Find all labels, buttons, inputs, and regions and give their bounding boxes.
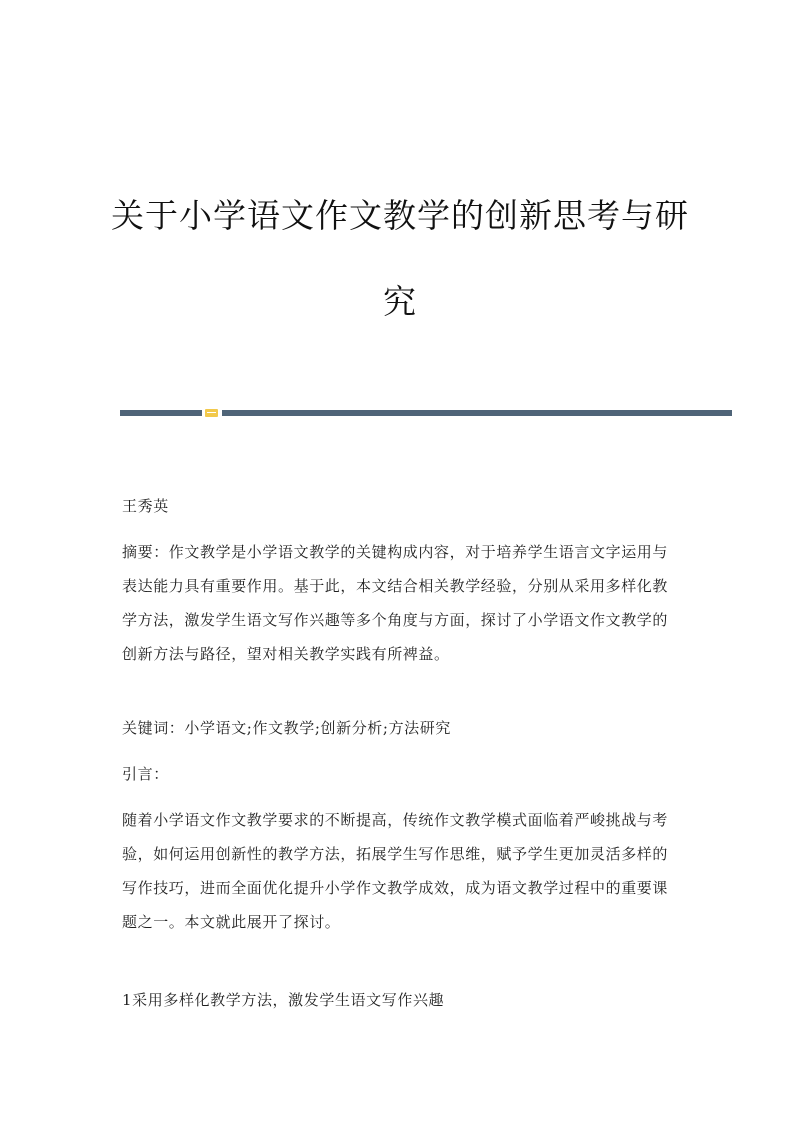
author-name: 王秀英 bbox=[122, 497, 169, 515]
divider-ornament-icon bbox=[205, 409, 218, 417]
abstract-paragraph: 摘要：作文教学是小学语文教学的关键构成内容，对于培养学生语言文字运用与表达能力具有重要作用。基于此，本文结合相关教学经验，分别从采用多样化教学方法，激发学生语文写作兴趣等多个角度与方面，探讨了小学语文作文教学的创新方法与路径，望对相关教学实践有所裨益。 bbox=[122, 543, 669, 663]
title-divider bbox=[120, 409, 732, 417]
introduction-heading: 引言： bbox=[122, 765, 169, 783]
keywords-line: 关键词：小学语文;作文教学;创新分析;方法研究 bbox=[122, 719, 451, 737]
introduction-paragraph: 随着小学语文作文教学要求的不断提高，传统作文教学模式面临着严峻挑战与考验，如何运用创新性的教学方法，拓展学生写作思维，赋予学生更加灵活多样的写作技巧，进而全面优化提升小学作文教学成效，成为语文教学过程中的重要课题之一。本文就此展开了探讨。 bbox=[122, 811, 669, 931]
section-1-heading: 1采用多样化教学方法，激发学生语文写作兴趣 bbox=[122, 991, 445, 1009]
document-title-line-1: 关于小学语文作文教学的创新思考与研 bbox=[111, 196, 689, 235]
divider-bar-left bbox=[120, 410, 202, 416]
document-title-line-2: 究 bbox=[383, 282, 417, 321]
divider-bar-right bbox=[222, 410, 732, 416]
